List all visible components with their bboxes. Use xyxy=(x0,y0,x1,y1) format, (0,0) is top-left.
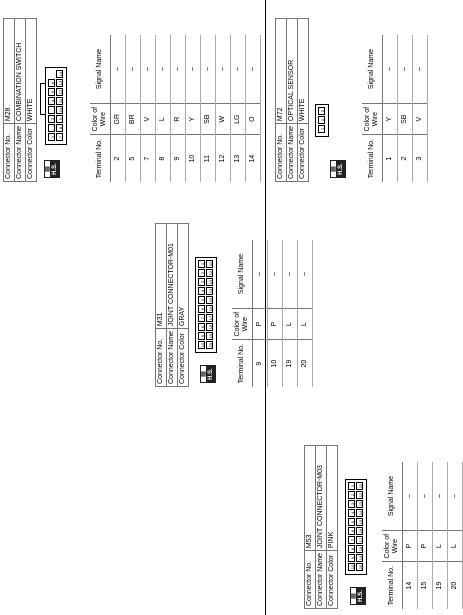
pin-cell: 5 xyxy=(48,88,55,96)
connector-color-m72: WHITE xyxy=(298,19,309,124)
terminal-no: 1 xyxy=(383,135,398,182)
signal-name: – xyxy=(253,240,268,309)
pin-cell: 2 xyxy=(318,116,325,124)
pin-cell: 11 xyxy=(358,483,363,489)
connector-color-m28: WHITE xyxy=(26,19,37,124)
pin-cell: 16 xyxy=(208,306,213,312)
terminal-no: 11 xyxy=(201,135,216,182)
pin-cell: 14 xyxy=(358,510,363,516)
pin-cell: 6 xyxy=(48,79,55,87)
pin-cell: 5 xyxy=(348,518,355,526)
signal-name: – xyxy=(433,462,448,531)
connector-info-m72: Connector No. M72 Connector Name OPTICAL SENSOR Connector Color WHITE xyxy=(275,18,309,182)
signal-name: – xyxy=(418,462,433,531)
terminal-no: 7 xyxy=(141,135,156,182)
table-row xyxy=(268,240,283,387)
pin-cell: 5 xyxy=(198,296,205,304)
signal-name: – xyxy=(216,35,231,104)
wire-color: P xyxy=(268,309,283,340)
terminal-no: 14 xyxy=(246,135,261,182)
pin-cell: 4 xyxy=(348,509,355,517)
wire-color: L xyxy=(156,104,171,135)
pin-cell: 7 xyxy=(348,536,355,544)
connector-color-m53: PINK xyxy=(327,446,338,551)
wire-color: GR xyxy=(111,104,126,135)
connector-name-m28: COMBINATION SWITCH xyxy=(15,19,26,124)
signal-name: – xyxy=(111,35,126,104)
pin-cell: 9 xyxy=(198,332,205,340)
wire-color: V xyxy=(413,104,428,135)
wire-color: L xyxy=(433,531,448,562)
pin-cell: 10 xyxy=(58,107,63,113)
pin-cell: 20 xyxy=(208,342,213,348)
pin-cell: 12 xyxy=(208,270,213,276)
hs-icon: ▤ H.S. xyxy=(330,160,346,178)
wire-color: SB xyxy=(398,104,413,135)
pin-cell: 2 xyxy=(348,491,355,499)
signal-name: – xyxy=(283,240,298,309)
terminal-no: 19 xyxy=(433,562,448,609)
pin-cell: 11 xyxy=(208,261,213,267)
terminal-no: 9 xyxy=(253,340,268,387)
wire-color: R xyxy=(171,104,186,135)
pin-cell: 2 xyxy=(198,269,205,277)
connector-no-m72: M72 xyxy=(276,19,287,124)
pin-cell: 14 xyxy=(58,71,63,77)
terminal-no: 12 xyxy=(216,135,231,182)
column-header: Signal Name xyxy=(232,240,253,309)
terminal-no: 8 xyxy=(156,135,171,182)
wire-color: SB xyxy=(201,104,216,135)
terminal-no: 15 xyxy=(418,562,433,609)
column-header: Terminal No. xyxy=(90,135,111,182)
connector-name-m72: OPTICAL SENSOR xyxy=(287,19,298,124)
column-header: Terminal No. xyxy=(232,340,253,387)
pin-cell: 18 xyxy=(358,546,363,552)
wire-color: LG xyxy=(231,104,246,135)
pin-row xyxy=(198,260,206,350)
pin-cell: 17 xyxy=(208,315,213,321)
pin-cell: 11 xyxy=(58,98,63,104)
signal-name: – xyxy=(156,35,171,104)
terminal-no: 20 xyxy=(448,562,463,609)
pin-diagram-m31 xyxy=(195,257,217,353)
table-row xyxy=(433,462,448,609)
pin-cell: 18 xyxy=(208,324,213,330)
wire-color: P xyxy=(253,309,268,340)
pin-cell: 19 xyxy=(358,555,363,561)
pin-cell: 6 xyxy=(198,305,205,313)
pin-cell: 10 xyxy=(200,342,205,348)
hs-icon: ▤ H.S. xyxy=(44,160,60,178)
pin-cell: 15 xyxy=(208,297,213,303)
terminal-no: 3 xyxy=(413,135,428,182)
wire-color: L xyxy=(448,531,463,562)
terminal-no: 10 xyxy=(186,135,201,182)
signal-name: – xyxy=(126,35,141,104)
pin-cell: 4 xyxy=(198,287,205,295)
connector-no-m28: M28 xyxy=(4,19,15,124)
pin-cell: 9 xyxy=(56,115,63,123)
pin-cell: 1 xyxy=(198,260,205,268)
signal-name: – xyxy=(268,240,283,309)
pin-cell: 19 xyxy=(208,333,213,339)
pin-row xyxy=(348,482,356,572)
pin-cell: 3 xyxy=(48,115,55,123)
column-header: Color of Wire xyxy=(362,104,383,135)
table-row xyxy=(298,240,313,387)
pin-cell: 1 xyxy=(318,125,325,133)
signal-name: – xyxy=(141,35,156,104)
signal-name: – xyxy=(171,35,186,104)
pin-cell: 8 xyxy=(56,124,63,132)
connector-info-m28: Connector No. M28 Connector Name COMBINATION SWITCH Connector Color WHITE xyxy=(3,18,37,182)
wire-color: Y xyxy=(383,104,398,135)
pin-cell: 4 xyxy=(48,97,55,105)
pin-cell: 15 xyxy=(358,519,363,525)
pin-row xyxy=(206,260,214,350)
wire-color: L xyxy=(283,309,298,340)
connector-panel-m53 xyxy=(304,445,338,609)
pin-cell: 13 xyxy=(208,279,213,285)
column-header: Terminal No. xyxy=(382,562,403,609)
connector-info-m53: Connector No. M53 Connector Name JOINT CONNECTOR-M03 Connector Color PINK xyxy=(304,445,338,609)
pin-cell: 3 xyxy=(348,500,355,508)
hs-icon: ▤ H.S. xyxy=(350,587,366,605)
signal-name: – xyxy=(448,462,463,531)
table-row xyxy=(418,462,433,609)
pin-cell: 7 xyxy=(198,314,205,322)
pin-cell: 1 xyxy=(348,482,355,490)
pin-cell: 8 xyxy=(198,323,205,331)
wire-color: P xyxy=(418,531,433,562)
pin-diagram-m53 xyxy=(345,479,367,575)
signal-name: – xyxy=(186,35,201,104)
terminal-table-m31 xyxy=(232,240,313,387)
wire-color: W xyxy=(216,104,231,135)
pin-cell: 9 xyxy=(348,554,355,562)
column-header: Color of Wire xyxy=(232,309,253,340)
terminal-no: 13 xyxy=(231,135,246,182)
wire-color: L xyxy=(298,309,313,340)
pin-cell: 8 xyxy=(348,545,355,553)
terminal-table-m53 xyxy=(382,462,463,609)
signal-name: – xyxy=(201,35,216,104)
pin-cell: 12 xyxy=(358,492,363,498)
column-header: Color of Wire xyxy=(90,104,111,135)
signal-name: – xyxy=(231,35,246,104)
connector-name-m53: JOINT CONNECTOR-M03 xyxy=(316,446,327,551)
hs-icon: ▤ H.S. xyxy=(200,365,216,383)
pin-cell: 13 xyxy=(358,501,363,507)
table-row xyxy=(448,462,463,609)
pin-cell: 12 xyxy=(58,89,63,95)
table-row xyxy=(283,240,298,387)
terminal-no: 9 xyxy=(171,135,186,182)
column-header: Terminal No. xyxy=(362,135,383,182)
pin-cell: 20 xyxy=(358,564,363,570)
pin-cell: 3 xyxy=(318,107,325,115)
terminal-no: 10 xyxy=(268,340,283,387)
pin-cell: 1 xyxy=(48,133,55,141)
pin-cell: 10 xyxy=(350,564,355,570)
pin-cell: 14 xyxy=(208,288,213,294)
signal-name: – xyxy=(298,240,313,309)
wire-color: Y xyxy=(186,104,201,135)
wire-color: V xyxy=(141,104,156,135)
signal-name: – xyxy=(403,462,418,531)
pin-cell: 17 xyxy=(358,537,363,543)
pin-cell: 13 xyxy=(58,80,63,86)
terminal-no: 5 xyxy=(126,135,141,182)
terminal-no: 14 xyxy=(403,562,418,609)
pin-cell: 16 xyxy=(358,528,363,534)
column-header: Signal Name xyxy=(362,35,383,104)
pin-cell: 7 xyxy=(56,133,63,141)
wire-color: BR xyxy=(126,104,141,135)
table-row xyxy=(253,240,268,387)
pin-row xyxy=(356,482,364,572)
terminal-no: 20 xyxy=(298,340,313,387)
pin-cell: 3 xyxy=(198,278,205,286)
wire-color: O xyxy=(246,104,261,135)
table-row xyxy=(403,462,418,609)
pin-cell: 6 xyxy=(348,527,355,535)
column-header: Signal Name xyxy=(90,35,111,104)
column-header: Color of Wire xyxy=(382,531,403,562)
wire-color: P xyxy=(403,531,418,562)
connector-sheet-top: Connector No. M31 Connector Name JOINT CONNECTOR-M01 Connector Color GRAY ▤ H.S. 10 9 8 7 6 5 4 3 2 1 20 19 18 17 16 15 14 13 12 11 Terminal No. Color of Wire Signal Name 9 P – 10 P – 19 L – 20 L – Connector No. M53 Connector Name JOINT CONNECTOR-M03 Connector Color PINK ▤ H.S. 10 9 8 7 6 5 4 3 2 1 20 19 18 17 16 15 14 13 12 11 Terminal No. Color of Wire Signal Name 14 P – 15 P – 19 L – 20 L – xyxy=(0,0,439,615)
signal-name: – xyxy=(246,35,261,104)
terminal-no: 2 xyxy=(398,135,413,182)
column-header: Signal Name xyxy=(382,462,403,531)
signal-name: – xyxy=(383,35,398,104)
connector-no-m53: M53 xyxy=(305,446,316,551)
signal-name: – xyxy=(398,35,413,104)
terminal-no: 2 xyxy=(111,135,126,182)
signal-name: – xyxy=(413,35,428,104)
terminal-no: 19 xyxy=(283,340,298,387)
